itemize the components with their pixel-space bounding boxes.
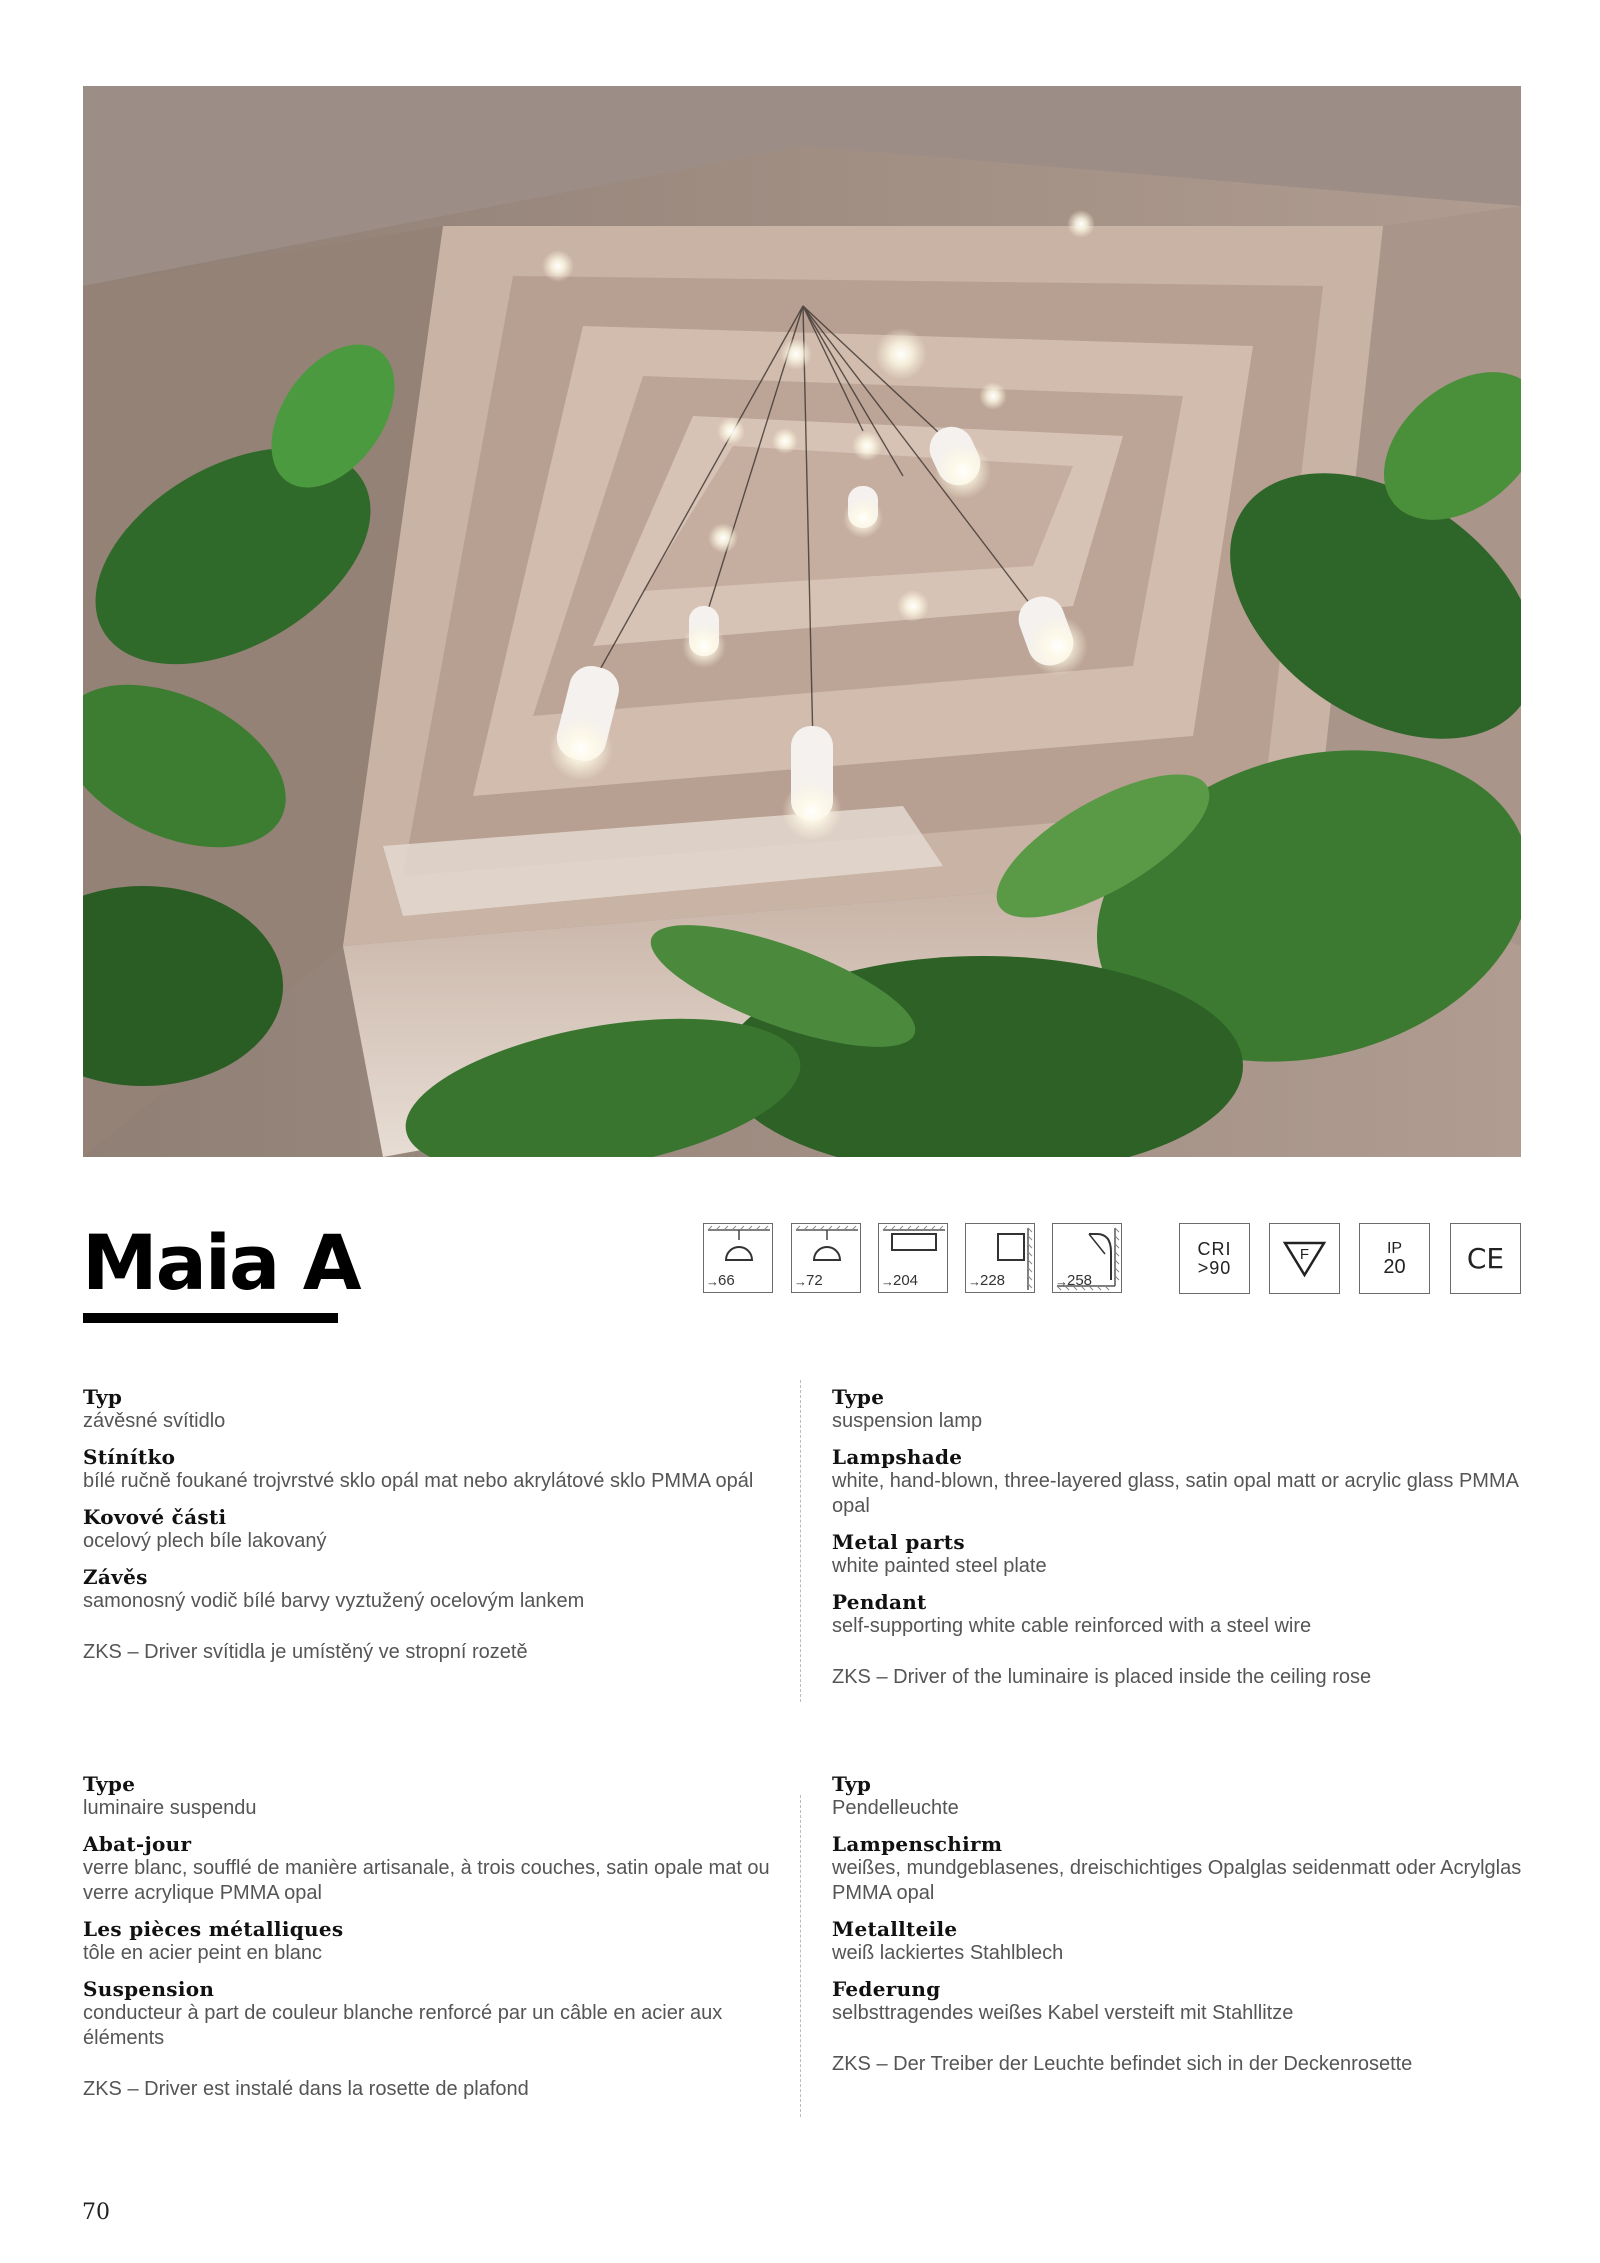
cri-value: >90: [1197, 1257, 1232, 1278]
spec-item: [83, 1385, 773, 1434]
spec-value: selbsttragendes weißes Kabel versteift mit Stahllitze: [832, 2002, 1294, 2024]
spec-item: [83, 1977, 783, 2051]
spec-item: [83, 1772, 783, 1821]
cri-label: CRI: [1197, 1238, 1232, 1259]
ip-badge: [1359, 1223, 1430, 1294]
column-divider: [800, 1795, 801, 2117]
spec-label: Lampshade: [832, 1445, 963, 1469]
spec-label: Type: [832, 1385, 885, 1409]
spec-label: Type: [83, 1772, 136, 1796]
spec-value: luminaire suspendu: [83, 1797, 257, 1819]
spec-label: Stínítko: [83, 1445, 176, 1469]
spec-note: ZKS – Driver est instalé dans la rosette de plafond: [83, 2078, 529, 2100]
spec-value: ocelový plech bíle lakovaný: [83, 1530, 327, 1552]
spec-item: [832, 1832, 1532, 1906]
ce-badge: [1450, 1223, 1521, 1294]
hero-photo: [83, 86, 1521, 1157]
product-title: Maia A: [82, 1218, 360, 1307]
dimension-badge-72: [791, 1223, 861, 1293]
dimension-value: 66: [718, 1272, 735, 1289]
spec-value: bílé ručně foukané trojvrstvé sklo opál mat nebo akrylátové sklo PMMA opál: [83, 1470, 754, 1492]
spec-item: [83, 1917, 783, 1966]
specs-en: [832, 1385, 1522, 1690]
dimension-value: 228: [980, 1272, 1006, 1289]
spec-note: ZKS – Driver of the luminaire is placed inside the ceiling rose: [832, 1666, 1372, 1688]
stairwell-illustration: [83, 86, 1521, 1157]
dimension-value: 258: [1067, 1272, 1093, 1289]
spec-label: Metallteile: [832, 1917, 958, 1941]
f-mark-label: F: [1299, 1245, 1309, 1263]
spec-label: Typ: [83, 1385, 123, 1409]
spec-item: [83, 1505, 773, 1554]
page-number: 70: [82, 2200, 110, 2225]
dimension-badge-204: [878, 1223, 948, 1293]
spec-label: Lampenschirm: [832, 1832, 1003, 1856]
arrow-icon: →: [1055, 1274, 1068, 1289]
spec-item: [832, 1385, 1522, 1434]
spec-value: weißes, mundgeblasenes, dreischichtiges Opalglas seidenmatt oder Acrylglas PMMA opal: [832, 1857, 1522, 1904]
spec-value: conducteur à part de couleur blanche renforcé par un câble en acier aux éléments: [83, 2002, 723, 2049]
spec-value: verre blanc, soufflé de manière artisanale, à trois couches, satin opale mat ou verre acrylique PMMA opal: [83, 1857, 770, 1904]
ip-label: IP: [1386, 1239, 1403, 1257]
f-triangle-icon: [1269, 1223, 1340, 1294]
arrow-icon: →: [881, 1274, 894, 1289]
spec-note: ZKS – Driver svítidla je umístěný ve stropní rozetě: [83, 1641, 528, 1663]
arrow-icon: →: [794, 1274, 807, 1289]
spec-item: [832, 1590, 1522, 1639]
ce-mark: CE: [1466, 1242, 1505, 1275]
spec-note: ZKS – Der Treiber der Leuchte befindet sich in der Deckenrosette: [832, 2053, 1413, 2075]
spec-item: [83, 1565, 773, 1614]
spec-label: Abat-jour: [83, 1832, 192, 1856]
spec-value: white painted steel plate: [832, 1555, 1047, 1577]
spec-value: white, hand-blown, three-layered glass, satin opal matt or acrylic glass PMMA opal: [832, 1470, 1518, 1517]
spec-value: weiß lackiertes Stahlblech: [832, 1942, 1064, 1964]
spec-label: Metal parts: [832, 1530, 965, 1554]
spec-value: tôle en acier peint en blanc: [83, 1942, 323, 1964]
spec-label: Kovové části: [83, 1505, 227, 1529]
spec-label: Les pièces métalliques: [83, 1917, 344, 1941]
title-underline: [83, 1313, 338, 1323]
spec-item: [832, 1977, 1532, 2026]
spec-item: [83, 1445, 773, 1494]
dimension-badge-66: [703, 1223, 773, 1293]
spec-value: suspension lamp: [832, 1410, 983, 1432]
spec-value: self-supporting white cable reinforced with a steel wire: [832, 1615, 1312, 1637]
arrow-icon: →: [706, 1274, 719, 1289]
dimension-badge-258: [1052, 1223, 1122, 1293]
spec-label: Typ: [832, 1772, 872, 1796]
arrow-icon: →: [968, 1274, 981, 1289]
f-mark-badge: [1269, 1223, 1340, 1294]
spec-value: Pendelleuchte: [832, 1797, 959, 1819]
spec-label: Federung: [832, 1977, 941, 2001]
spec-label: Suspension: [83, 1977, 215, 2001]
dimension-value: 72: [806, 1272, 823, 1289]
spec-label: Závěs: [83, 1565, 148, 1589]
column-divider: [800, 1380, 801, 1702]
specs-de: [832, 1772, 1532, 2077]
specs-fr: [83, 1772, 783, 2102]
dimension-badge-228: [965, 1223, 1035, 1293]
spec-item: [832, 1445, 1522, 1519]
spec-item: [832, 1917, 1532, 1966]
cri-badge: [1179, 1223, 1250, 1294]
spec-label: Pendant: [832, 1590, 927, 1614]
ip-value: 20: [1383, 1255, 1406, 1278]
dimension-value: 204: [893, 1272, 919, 1289]
spec-item: [83, 1832, 783, 1906]
specs-cz: [83, 1385, 773, 1665]
spec-value: závěsné svítidlo: [83, 1410, 226, 1432]
spec-value: samonosný vodič bílé barvy vyztužený ocelovým lankem: [83, 1590, 585, 1612]
spec-item: [832, 1530, 1522, 1579]
spec-item: [832, 1772, 1532, 1821]
